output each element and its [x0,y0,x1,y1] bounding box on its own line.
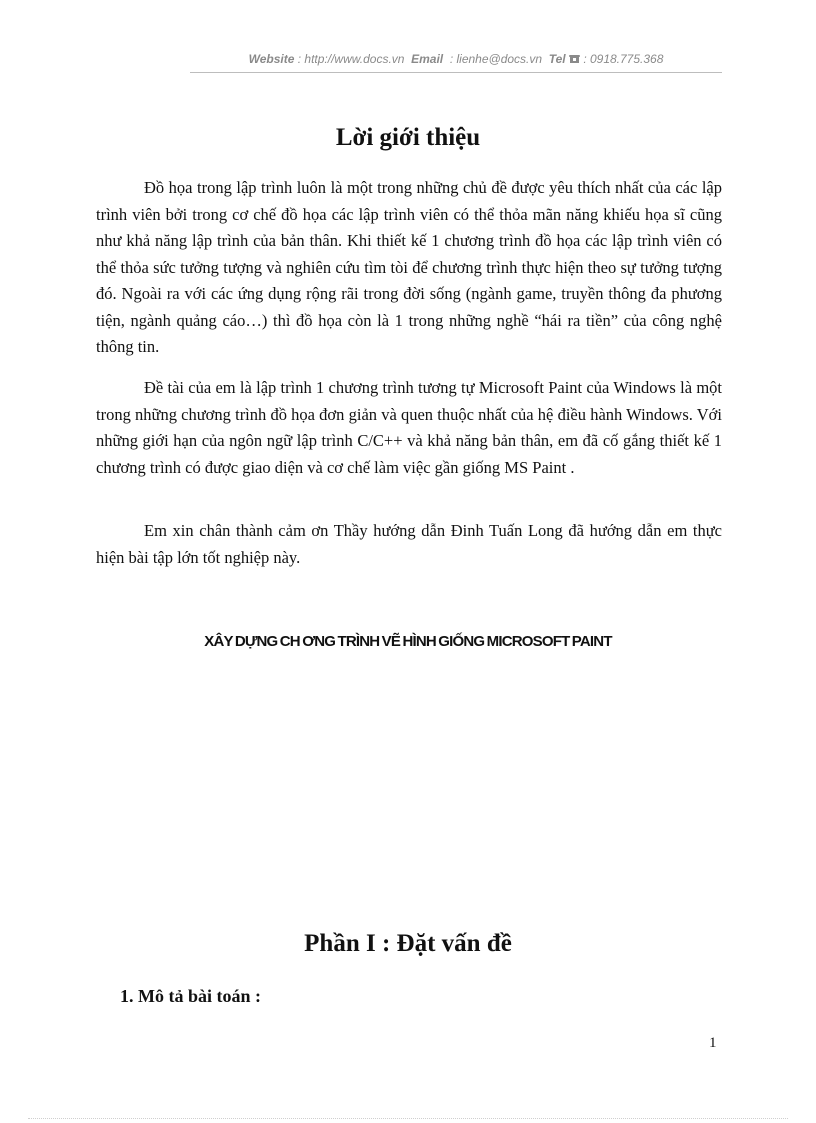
page-title: Lời giới thiệu [335,124,481,151]
tel-value: : 0918.775.368 [583,52,664,66]
intro-paragraph-1: Đồ họa trong lập trình luôn là một trong những chủ đề được yêu thích nhất của các lập trình viên bởi trong cơ chế đồ họa các lập trình viên có thể thỏa mãn năng khiếu họa sĩ cũng như khả năng lập trình của bản thân. Khi thiết kế 1 chương trình đồ họa các lập trình viên có thể thỏa sức tưởng tượng và nghiên cứu tìm tòi để chương trình thực hiện theo sự tưởng tượng đó. Ngoài ra với các ứng dụng rộng rãi trong đời sống (ngành game, truyền thông đa phương tiện, ngành quảng cáo…) thì đồ họa còn là 1 trong những nghề “hái ra tiền” của công nghệ thông tin. [96,178,722,356]
part-title: Phần I : Đặt vấn đề [304,930,512,957]
email-label: Email [411,52,444,66]
tel-label: Tel [548,52,566,66]
page-number: 1 [709,1035,717,1051]
intro-paragraph-3: Em xin chân thành cảm ơn Thầy hướng dẫn Đinh Tuấn Long đã hướng dẫn em thực hiện bài tập lớn tốt nghiệp này. [96,521,722,567]
website-label: Website [248,52,295,66]
intro-paragraph-2: Đề tài của em là lập trình 1 chương trình tương tự Microsoft Paint của Windows là một trong những chương trình đồ họa đơn giản và quen thuộc nhất của hệ điều hành Windows. Với những giới hạn của ngôn ngữ lập trình C/C++ và khả năng bản thân, em đã cố gắng thiết kế 1 chương trình có được giao diện và cơ chế làm việc gần giống MS Paint . [96,378,722,477]
section-title: 1. Mô tả bài toán : [120,986,261,1006]
project-title: XÂY DỰNG CH ƠNG TRÌNH VẼ HÌNH GIỐNG MICROSOFT PAINT [204,633,612,650]
phone-icon [569,51,580,69]
email-value: : lienhe@docs.vn [449,52,543,66]
header-contact [249,52,664,66]
website-value: : http://www.docs.vn [297,52,405,66]
page-header [190,50,722,73]
bottom-divider [28,1118,788,1119]
